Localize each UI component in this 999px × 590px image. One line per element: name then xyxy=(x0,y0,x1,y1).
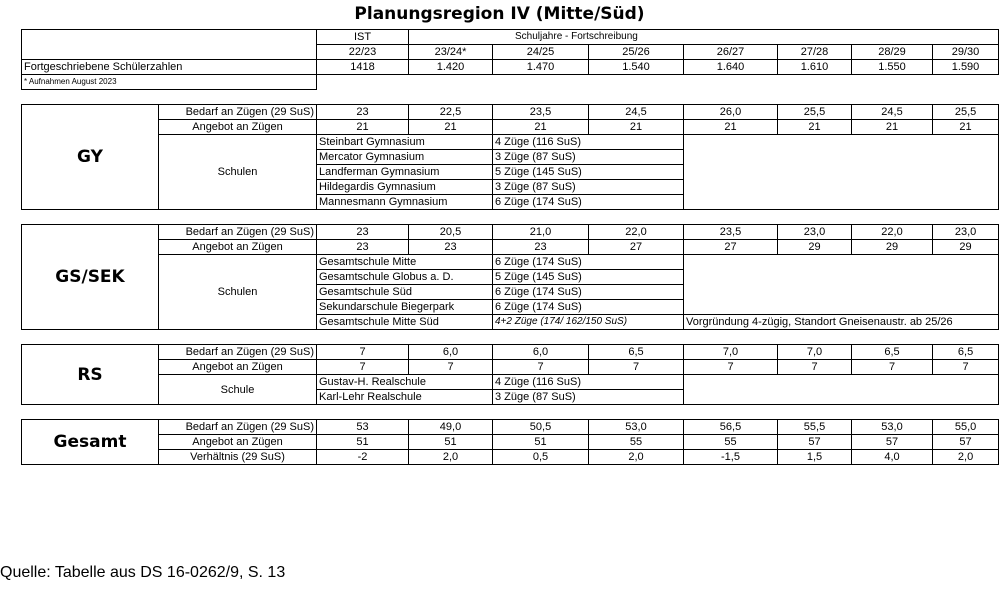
schulen-label: Schulen xyxy=(159,255,317,330)
bedarf-value: 23,0 xyxy=(778,225,852,240)
spacer-row xyxy=(22,90,999,105)
header-blank xyxy=(22,30,317,60)
verhaeltnis-value: 2,0 xyxy=(409,450,493,465)
school-zuege: 5 Züge (145 SuS) xyxy=(493,165,684,180)
angebot-value: 51 xyxy=(317,435,409,450)
spacer-row xyxy=(22,405,999,420)
schueler-value: 1.420 xyxy=(409,60,493,75)
bedarf-value: 6,5 xyxy=(589,345,684,360)
bedarf-value: 25,5 xyxy=(778,105,852,120)
schueler-value: 1418 xyxy=(317,60,409,75)
bedarf-value: 6,5 xyxy=(933,345,999,360)
bedarf-value: 53,0 xyxy=(852,420,933,435)
schueler-value: 1.590 xyxy=(933,60,999,75)
angebot-value: 51 xyxy=(493,435,589,450)
gy-bedarf-row xyxy=(22,105,999,120)
bedarf-value: 23,5 xyxy=(493,105,589,120)
header-year: 25/26 xyxy=(589,45,684,60)
angebot-label: Angebot an Zügen xyxy=(159,435,317,450)
schueler-label: Fortgeschriebene Schülerzahlen xyxy=(22,60,317,75)
bedarf-value: 50,5 xyxy=(493,420,589,435)
verhaeltnis-value: 2,0 xyxy=(933,450,999,465)
bedarf-value: 55,0 xyxy=(933,420,999,435)
blank-cell xyxy=(317,75,999,90)
bedarf-value: 23 xyxy=(317,105,409,120)
header-year: 28/29 xyxy=(852,45,933,60)
spacer-cell xyxy=(22,330,999,345)
angebot-value: 27 xyxy=(589,240,684,255)
school-zuege: 4+2 Züge (174/ 162/150 SuS) xyxy=(493,315,684,330)
school-name: Karl-Lehr Realschule xyxy=(317,390,493,405)
blank-cell xyxy=(684,375,999,405)
school-name: Gesamtschule Mitte Süd xyxy=(317,315,493,330)
angebot-value: 21 xyxy=(589,120,684,135)
school-zuege: 6 Züge (174 SuS) xyxy=(493,300,684,315)
bedarf-value: 23,5 xyxy=(684,225,778,240)
verhaeltnis-value: 1,5 xyxy=(778,450,852,465)
verhaeltnis-value: 0,5 xyxy=(493,450,589,465)
school-name: Gesamtschule Süd xyxy=(317,285,493,300)
school-zuege: 6 Züge (174 SuS) xyxy=(493,285,684,300)
angebot-value: 7 xyxy=(852,360,933,375)
bedarf-value: 7,0 xyxy=(778,345,852,360)
angebot-value: 21 xyxy=(933,120,999,135)
bedarf-value: 56,5 xyxy=(684,420,778,435)
angebot-value: 23 xyxy=(493,240,589,255)
gs-bedarf-row xyxy=(22,225,999,240)
header-year: 24/25 xyxy=(493,45,589,60)
angebot-value: 21 xyxy=(684,120,778,135)
bedarf-value: 24,5 xyxy=(589,105,684,120)
footnote: * Aufnahmen August 2023 xyxy=(22,75,317,90)
school-zuege: 6 Züge (174 SuS) xyxy=(493,255,684,270)
bedarf-value: 53,0 xyxy=(589,420,684,435)
header-year: 26/27 xyxy=(684,45,778,60)
schueler-row xyxy=(22,60,999,75)
angebot-value: 29 xyxy=(933,240,999,255)
header-ist: IST xyxy=(317,30,409,45)
bedarf-label: Bedarf an Zügen (29 SuS) xyxy=(159,420,317,435)
angebot-value: 55 xyxy=(589,435,684,450)
school-zuege: 3 Züge (87 SuS) xyxy=(493,390,684,405)
note-row xyxy=(22,75,999,90)
header-year: 29/30 xyxy=(933,45,999,60)
school-zuege: 6 Züge (174 SuS) xyxy=(493,195,684,210)
angebot-value: 29 xyxy=(852,240,933,255)
schulen-label: Schulen xyxy=(159,135,317,210)
header-year: 22/23 xyxy=(317,45,409,60)
angebot-value: 23 xyxy=(317,240,409,255)
angebot-value: 7 xyxy=(493,360,589,375)
spacer-row xyxy=(22,330,999,345)
school-remark: Vorgründung 4-zügig, Standort Gneisenaustr. ab 25/26 xyxy=(684,315,999,330)
angebot-label: Angebot an Zügen xyxy=(159,360,317,375)
bedarf-value: 22,5 xyxy=(409,105,493,120)
gy-section-label: GY xyxy=(22,105,159,210)
spacer-cell xyxy=(22,90,999,105)
verhaeltnis-value: -2 xyxy=(317,450,409,465)
gs-section-label: GS/SEK xyxy=(22,225,159,330)
bedarf-value: 7 xyxy=(317,345,409,360)
school-zuege: 4 Züge (116 SuS) xyxy=(493,375,684,390)
angebot-value: 7 xyxy=(409,360,493,375)
schueler-value: 1.550 xyxy=(852,60,933,75)
school-zuege: 3 Züge (87 SuS) xyxy=(493,150,684,165)
school-name: Gustav-H. Realschule xyxy=(317,375,493,390)
schueler-value: 1.610 xyxy=(778,60,852,75)
gesamt-section-label: Gesamt xyxy=(22,420,159,465)
school-name: Hildegardis Gymnasium xyxy=(317,180,493,195)
bedarf-value: 26,0 xyxy=(684,105,778,120)
bedarf-value: 6,0 xyxy=(493,345,589,360)
angebot-value: 7 xyxy=(933,360,999,375)
source-caption: Quelle: Tabelle aus DS 16-0262/9, S. 13 xyxy=(0,564,286,581)
bedarf-value: 24,5 xyxy=(852,105,933,120)
angebot-value: 57 xyxy=(778,435,852,450)
header-fortschreibung: Schuljahre - Fortschreibung xyxy=(409,30,999,45)
bedarf-label: Bedarf an Zügen (29 SuS) xyxy=(159,345,317,360)
angebot-value: 21 xyxy=(778,120,852,135)
spacer-cell xyxy=(22,210,999,225)
school-name: Sekundarschule Biegerpark xyxy=(317,300,493,315)
gy-school-row xyxy=(22,135,999,150)
bedarf-label: Bedarf an Zügen (29 SuS) xyxy=(159,105,317,120)
verhaeltnis-label: Verhältnis (29 SuS) xyxy=(159,450,317,465)
verhaeltnis-value: -1,5 xyxy=(684,450,778,465)
verhaeltnis-value: 4,0 xyxy=(852,450,933,465)
angebot-value: 21 xyxy=(317,120,409,135)
header-year: 27/28 xyxy=(778,45,852,60)
school-name: Gesamtschule Mitte xyxy=(317,255,493,270)
gs-school-row xyxy=(22,255,999,270)
school-zuege: 3 Züge (87 SuS) xyxy=(493,180,684,195)
page-title: Planungsregion IV (Mitte/Süd) xyxy=(354,4,645,24)
blank-cell xyxy=(684,255,999,315)
bedarf-value: 6,5 xyxy=(852,345,933,360)
schueler-value: 1.470 xyxy=(493,60,589,75)
spacer-cell xyxy=(22,405,999,420)
bedarf-value: 22,0 xyxy=(589,225,684,240)
angebot-value: 23 xyxy=(409,240,493,255)
bedarf-value: 49,0 xyxy=(409,420,493,435)
bedarf-value: 55,5 xyxy=(778,420,852,435)
angebot-value: 57 xyxy=(852,435,933,450)
school-name: Mannesmann Gymnasium xyxy=(317,195,493,210)
school-name: Mercator Gymnasium xyxy=(317,150,493,165)
angebot-value: 21 xyxy=(409,120,493,135)
angebot-value: 7 xyxy=(589,360,684,375)
spacer-row xyxy=(22,210,999,225)
angebot-value: 51 xyxy=(409,435,493,450)
bedarf-value: 20,5 xyxy=(409,225,493,240)
school-zuege: 4 Züge (116 SuS) xyxy=(493,135,684,150)
angebot-value: 55 xyxy=(684,435,778,450)
angebot-label: Angebot an Zügen xyxy=(159,120,317,135)
bedarf-value: 53 xyxy=(317,420,409,435)
school-name: Landferman Gymnasium xyxy=(317,165,493,180)
bedarf-value: 25,5 xyxy=(933,105,999,120)
angebot-value: 21 xyxy=(493,120,589,135)
school-zuege: 5 Züge (145 SuS) xyxy=(493,270,684,285)
gesamt-verhaeltnis-row xyxy=(22,450,999,465)
angebot-value: 21 xyxy=(852,120,933,135)
angebot-value: 29 xyxy=(778,240,852,255)
rs-bedarf-row xyxy=(22,345,999,360)
angebot-value: 7 xyxy=(317,360,409,375)
schulen-label: Schule xyxy=(159,375,317,405)
bedarf-value: 23 xyxy=(317,225,409,240)
schueler-value: 1.540 xyxy=(589,60,684,75)
rs-section-label: RS xyxy=(22,345,159,405)
bedarf-value: 23,0 xyxy=(933,225,999,240)
rs-angebot-row xyxy=(22,360,999,375)
bedarf-value: 7,0 xyxy=(684,345,778,360)
bedarf-value: 6,0 xyxy=(409,345,493,360)
angebot-value: 7 xyxy=(778,360,852,375)
planning-table xyxy=(21,29,999,465)
angebot-value: 57 xyxy=(933,435,999,450)
school-name: Gesamtschule Globus a. D. xyxy=(317,270,493,285)
angebot-value: 27 xyxy=(684,240,778,255)
rs-school-row xyxy=(22,375,999,390)
schueler-value: 1.640 xyxy=(684,60,778,75)
gesamt-bedarf-row xyxy=(22,420,999,435)
angebot-label: Angebot an Zügen xyxy=(159,240,317,255)
header-year: 23/24* xyxy=(409,45,493,60)
gesamt-angebot-row xyxy=(22,435,999,450)
gy-angebot-row xyxy=(22,120,999,135)
header-row xyxy=(22,30,999,45)
bedarf-value: 21,0 xyxy=(493,225,589,240)
bedarf-value: 22,0 xyxy=(852,225,933,240)
angebot-value: 7 xyxy=(684,360,778,375)
verhaeltnis-value: 2,0 xyxy=(589,450,684,465)
gs-angebot-row xyxy=(22,240,999,255)
bedarf-label: Bedarf an Zügen (29 SuS) xyxy=(159,225,317,240)
blank-cell xyxy=(684,135,999,210)
school-name: Steinbart Gymnasium xyxy=(317,135,493,150)
table-body xyxy=(22,30,999,465)
